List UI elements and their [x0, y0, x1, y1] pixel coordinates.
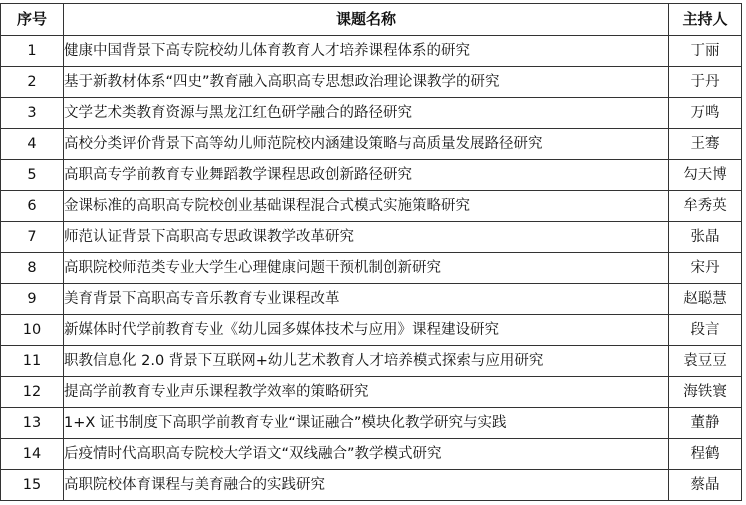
row-title: 基于新教材体系“四史”教育融入高职高专思想政治理论课教学的研究	[64, 67, 669, 98]
table-row	[1, 160, 742, 191]
row-host: 万鸣	[669, 98, 742, 129]
row-number: 9	[1, 284, 64, 315]
row-host: 蔡晶	[669, 470, 742, 501]
project-table	[0, 3, 742, 501]
row-number: 11	[1, 346, 64, 377]
row-number: 12	[1, 377, 64, 408]
table-row	[1, 439, 742, 470]
row-number: 1	[1, 36, 64, 67]
row-number: 15	[1, 470, 64, 501]
row-number: 2	[1, 67, 64, 98]
row-number: 10	[1, 315, 64, 346]
table-row	[1, 129, 742, 160]
row-number: 7	[1, 222, 64, 253]
row-title: 高职院校体育课程与美育融合的实践研究	[64, 470, 669, 501]
row-title: 高校分类评价背景下高等幼儿师范院校内涵建设策略与高质量发展路径研究	[64, 129, 669, 160]
row-title: 职教信息化 2.0 背景下互联网+幼儿艺术教育人才培养模式探索与应用研究	[64, 346, 669, 377]
row-title: 文学艺术类教育资源与黑龙江红色研学融合的路径研究	[64, 98, 669, 129]
table-row	[1, 408, 742, 439]
row-host: 王骞	[669, 129, 742, 160]
row-number: 4	[1, 129, 64, 160]
row-host: 程鹤	[669, 439, 742, 470]
row-host: 勾天博	[669, 160, 742, 191]
header-host: 主持人	[669, 4, 742, 36]
row-host: 海铁寰	[669, 377, 742, 408]
table-row	[1, 191, 742, 222]
header-title: 课题名称	[64, 4, 669, 36]
row-number: 6	[1, 191, 64, 222]
table-row	[1, 222, 742, 253]
row-number: 14	[1, 439, 64, 470]
row-number: 5	[1, 160, 64, 191]
row-title: 美育背景下高职高专音乐教育专业课程改革	[64, 284, 669, 315]
table-row	[1, 98, 742, 129]
table-row	[1, 377, 742, 408]
row-host: 宋丹	[669, 253, 742, 284]
row-title: 高职高专学前教育专业舞蹈教学课程思政创新路径研究	[64, 160, 669, 191]
row-title: 金课标准的高职高专院校创业基础课程混合式模式实施策略研究	[64, 191, 669, 222]
row-host: 袁豆豆	[669, 346, 742, 377]
table-row	[1, 470, 742, 501]
table-row	[1, 284, 742, 315]
row-title: 后疫情时代高职高专院校大学语文“双线融合”教学模式研究	[64, 439, 669, 470]
table-row	[1, 67, 742, 98]
row-title: 提高学前教育专业声乐课程教学效率的策略研究	[64, 377, 669, 408]
table-row	[1, 315, 742, 346]
row-host: 于丹	[669, 67, 742, 98]
row-host: 赵聪慧	[669, 284, 742, 315]
table-row	[1, 346, 742, 377]
row-title: 健康中国背景下高专院校幼儿体育教育人才培养课程体系的研究	[64, 36, 669, 67]
row-number: 8	[1, 253, 64, 284]
row-host: 段言	[669, 315, 742, 346]
row-host: 丁丽	[669, 36, 742, 67]
header-row	[1, 4, 742, 36]
row-title: 师范认证背景下高职高专思政课教学改革研究	[64, 222, 669, 253]
row-title: 1+X 证书制度下高职学前教育专业“课证融合”模块化教学研究与实践	[64, 408, 669, 439]
row-number: 3	[1, 98, 64, 129]
table-row	[1, 253, 742, 284]
table-row	[1, 36, 742, 67]
row-title: 新媒体时代学前教育专业《幼儿园多媒体技术与应用》课程建设研究	[64, 315, 669, 346]
row-host: 董静	[669, 408, 742, 439]
header-number: 序号	[1, 4, 64, 36]
row-host: 张晶	[669, 222, 742, 253]
row-host: 牟秀英	[669, 191, 742, 222]
row-number: 13	[1, 408, 64, 439]
row-title: 高职院校师范类专业大学生心理健康问题干预机制创新研究	[64, 253, 669, 284]
